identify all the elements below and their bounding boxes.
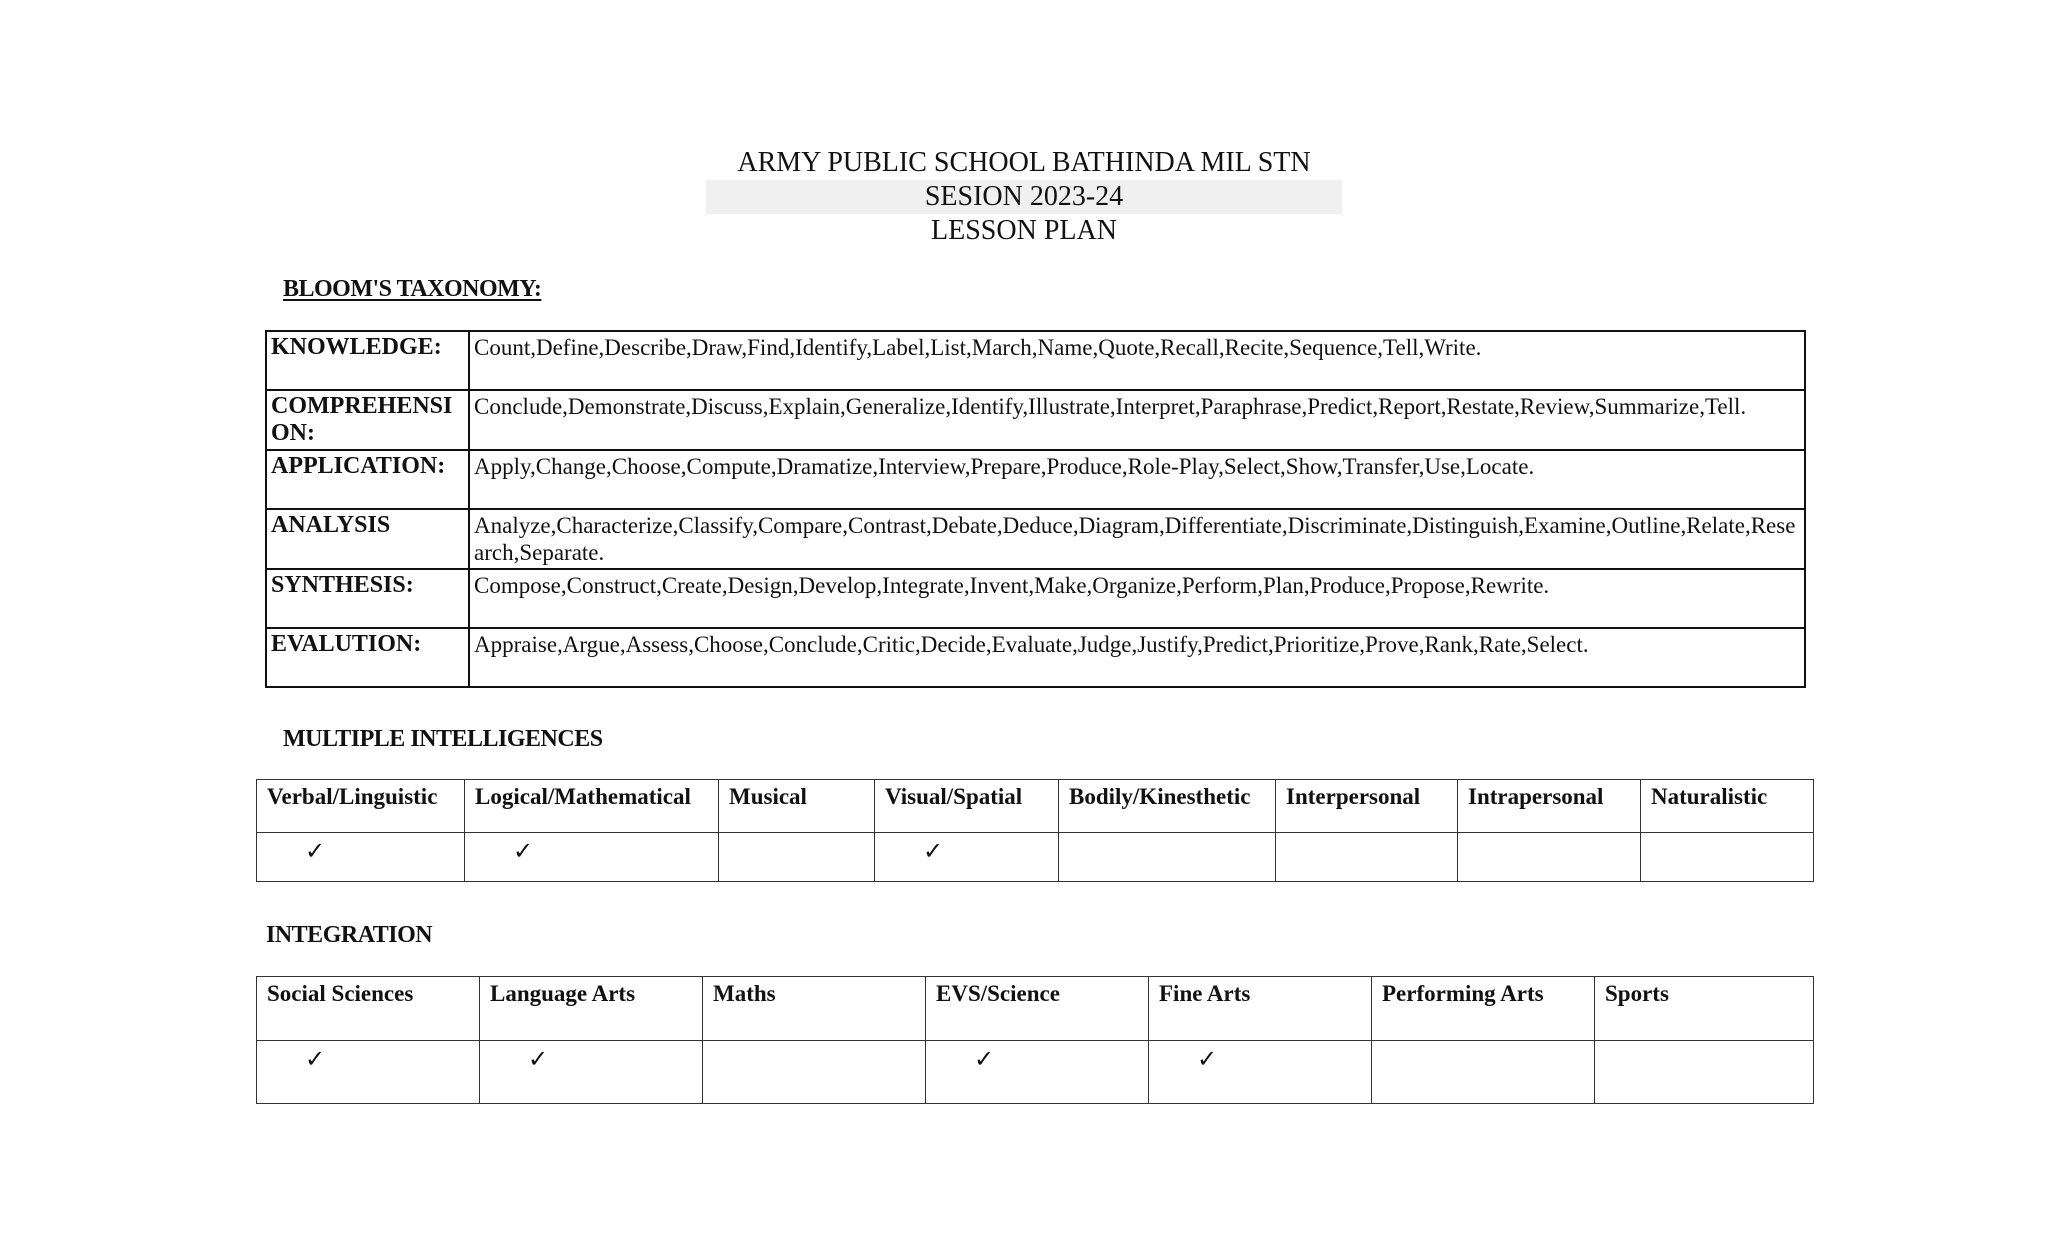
check-mark: ✓ [1149, 1041, 1372, 1104]
column-header: Sports [1595, 977, 1814, 1041]
bloom-verbs: Conclude,Demonstrate,Discuss,Explain,Generalize,Identify,Illustrate,Interpret,Paraphrase,Predict,Report,Restate,Review,Summarize,Tell. [469, 390, 1805, 450]
column-header: Verbal/Linguistic [257, 780, 465, 833]
column-header: Language Arts [480, 977, 703, 1041]
bloom-level: APPLICATION: [266, 450, 469, 509]
column-header: Fine Arts [1149, 977, 1372, 1041]
check-mark [1276, 833, 1458, 882]
check-mark [1059, 833, 1276, 882]
check-mark [719, 833, 875, 882]
table-row [266, 569, 1805, 628]
table-header-row [257, 780, 1814, 833]
bloom-heading: BLOOM'S TAXONOMY: [283, 276, 542, 302]
column-header: Performing Arts [1372, 977, 1595, 1041]
column-header: Social Sciences [257, 977, 480, 1041]
bloom-level: ANALYSIS [266, 509, 469, 569]
bloom-level: COMPREHENSION: [266, 390, 469, 450]
bloom-level: EVALUTION: [266, 628, 469, 687]
check-mark: ✓ [480, 1041, 703, 1104]
column-header: Musical [719, 780, 875, 833]
integration-table [256, 976, 1814, 1104]
table-row [257, 1041, 1814, 1104]
bloom-verbs: Count,Define,Describe,Draw,Find,Identify,Label,List,March,Name,Quote,Recall,Recite,Sequence,Tell,Write. [469, 331, 1805, 390]
lesson-plan-title: LESSON PLAN [931, 215, 1117, 246]
table-row [266, 450, 1805, 509]
check-mark: ✓ [465, 833, 719, 882]
multiple-intelligences-table [256, 779, 1814, 882]
check-mark: ✓ [875, 833, 1059, 882]
bloom-verbs: Compose,Construct,Create,Design,Develop,Integrate,Invent,Make,Organize,Perform,Plan,Produce,Propose,Rewrite. [469, 569, 1805, 628]
column-header: Naturalistic [1641, 780, 1814, 833]
check-mark [1372, 1041, 1595, 1104]
bloom-verbs: Apply,Change,Choose,Compute,Dramatize,Interview,Prepare,Produce,Role-Play,Select,Show,Transfer,Use,Locate. [469, 450, 1805, 509]
table-row [257, 833, 1814, 882]
check-mark: ✓ [257, 1041, 480, 1104]
bloom-verbs: Analyze,Characterize,Classify,Compare,Contrast,Debate,Deduce,Diagram,Differentiate,Discriminate,Distinguish,Examine,Outline,Relate,Research,Separate. [469, 509, 1805, 569]
multiple-intelligences-heading: MULTIPLE INTELLIGENCES [283, 726, 603, 752]
column-header: Intrapersonal [1458, 780, 1641, 833]
table-row [266, 331, 1805, 390]
column-header: EVS/Science [926, 977, 1149, 1041]
integration-heading: INTEGRATION [266, 922, 433, 948]
column-header: Interpersonal [1276, 780, 1458, 833]
table-row [266, 628, 1805, 687]
session-line: SESION 2023-24 [706, 180, 1342, 214]
check-mark [1641, 833, 1814, 882]
check-mark: ✓ [257, 833, 465, 882]
column-header: Visual/Spatial [875, 780, 1059, 833]
table-row [266, 390, 1805, 450]
bloom-verbs: Appraise,Argue,Assess,Choose,Conclude,Critic,Decide,Evaluate,Judge,Justify,Predict,Prioritize,Prove,Rank,Rate,Select. [469, 628, 1805, 687]
bloom-taxonomy-table [265, 330, 1806, 688]
column-header: Bodily/Kinesthetic [1059, 780, 1276, 833]
school-name: ARMY PUBLIC SCHOOL BATHINDA MIL STN [737, 147, 1311, 178]
bloom-level: KNOWLEDGE: [266, 331, 469, 390]
column-header: Logical/Mathematical [465, 780, 719, 833]
column-header: Maths [703, 977, 926, 1041]
table-header-row [257, 977, 1814, 1041]
check-mark [1595, 1041, 1814, 1104]
bloom-level: SYNTHESIS: [266, 569, 469, 628]
check-mark: ✓ [926, 1041, 1149, 1104]
check-mark [1458, 833, 1641, 882]
table-row [266, 509, 1805, 569]
document-header [0, 146, 2048, 248]
check-mark [703, 1041, 926, 1104]
